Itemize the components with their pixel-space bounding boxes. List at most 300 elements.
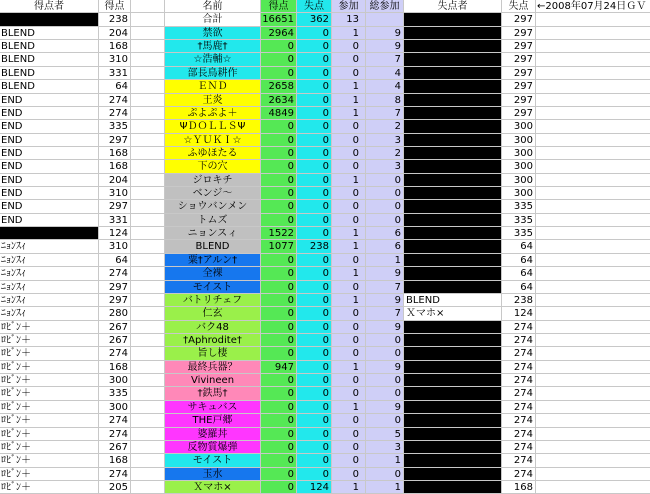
name-cell[interactable]: ニョンスィ	[165, 227, 261, 240]
total-join-cell[interactable]: 0	[366, 187, 404, 200]
loser-cell[interactable]: Ｘマホ×	[404, 307, 502, 320]
blank-cell[interactable]	[536, 441, 650, 454]
blank-cell[interactable]	[131, 441, 165, 454]
total-join-cell[interactable]: 9	[366, 321, 404, 334]
loser-cell[interactable]	[404, 160, 502, 173]
loser-cell[interactable]	[404, 107, 502, 120]
total-join-cell[interactable]: 6	[366, 240, 404, 253]
join-cell[interactable]: 1	[332, 240, 366, 253]
loser-cell[interactable]	[404, 441, 502, 454]
lost-cell[interactable]: 274	[502, 401, 536, 414]
gain-cell[interactable]: 0	[261, 321, 297, 334]
total-join-cell[interactable]: 7	[366, 107, 404, 120]
total-join-cell[interactable]: 4	[366, 67, 404, 80]
join-cell[interactable]: 1	[332, 80, 366, 93]
gain-cell[interactable]: 0	[261, 53, 297, 66]
lost-cell[interactable]: 335	[502, 214, 536, 227]
score-cell[interactable]: 168	[99, 147, 131, 160]
blank-cell[interactable]	[131, 147, 165, 160]
gain-cell[interactable]: 0	[261, 200, 297, 213]
loss-cell[interactable]: 0	[297, 414, 332, 427]
gain-cell[interactable]: 0	[261, 454, 297, 467]
scorer-cell[interactable]: END	[0, 174, 99, 187]
lost-cell[interactable]: 300	[502, 147, 536, 160]
gain-cell[interactable]: 0	[261, 307, 297, 320]
name-cell[interactable]: 反物質爆弾	[165, 441, 261, 454]
blank-cell[interactable]	[536, 67, 650, 80]
lost-cell[interactable]: 274	[502, 321, 536, 334]
lost-cell[interactable]: 300	[502, 174, 536, 187]
blank-cell[interactable]	[131, 227, 165, 240]
gain-cell[interactable]: 0	[261, 387, 297, 400]
gain-cell[interactable]: 0	[261, 67, 297, 80]
blank-cell[interactable]	[536, 53, 650, 66]
total-join-cell[interactable]: 7	[366, 53, 404, 66]
loss-cell[interactable]: 0	[297, 428, 332, 441]
loss-cell[interactable]: 0	[297, 27, 332, 40]
loser-cell[interactable]	[404, 53, 502, 66]
loser-cell[interactable]	[404, 468, 502, 481]
header-empty[interactable]	[131, 0, 165, 13]
lost-cell[interactable]: 274	[502, 374, 536, 387]
blank-cell[interactable]	[536, 120, 650, 133]
gain-cell[interactable]: 947	[261, 361, 297, 374]
scorer-cell[interactable]: END	[0, 214, 99, 227]
score-cell[interactable]: 274	[99, 107, 131, 120]
lost-cell[interactable]: 64	[502, 281, 536, 294]
total-join-cell[interactable]: 2	[366, 147, 404, 160]
total-join-cell[interactable]: 3	[366, 160, 404, 173]
score-cell[interactable]: 168	[99, 361, 131, 374]
lost-cell[interactable]: 297	[502, 107, 536, 120]
blank-cell[interactable]	[131, 374, 165, 387]
blank-cell[interactable]	[536, 40, 650, 53]
loss-cell[interactable]: 0	[297, 200, 332, 213]
join-cell[interactable]: 0	[332, 454, 366, 467]
blank-cell[interactable]	[536, 281, 650, 294]
loss-cell[interactable]: 0	[297, 294, 332, 307]
gain-cell[interactable]: 0	[261, 294, 297, 307]
total-join-cell[interactable]: 7	[366, 307, 404, 320]
loser-cell[interactable]	[404, 401, 502, 414]
blank-cell[interactable]	[131, 187, 165, 200]
lost-cell[interactable]: 238	[502, 294, 536, 307]
score-cell[interactable]: 310	[99, 53, 131, 66]
gain-cell[interactable]: 0	[261, 147, 297, 160]
blank-cell[interactable]	[131, 361, 165, 374]
lost-cell[interactable]: 168	[502, 481, 536, 494]
join-cell[interactable]: 0	[332, 307, 366, 320]
lost-cell[interactable]: 335	[502, 227, 536, 240]
loss-cell[interactable]: 0	[297, 267, 332, 280]
gain-cell[interactable]: 0	[261, 40, 297, 53]
header-score[interactable]: 得点	[99, 0, 131, 13]
lost-cell[interactable]: 297	[502, 94, 536, 107]
gain-cell[interactable]: 0	[261, 281, 297, 294]
loss-cell[interactable]: 0	[297, 107, 332, 120]
lost-cell[interactable]: 64	[502, 254, 536, 267]
gain-cell[interactable]: 0	[261, 347, 297, 360]
join-cell[interactable]: 1	[332, 294, 366, 307]
score-cell[interactable]: 274	[99, 267, 131, 280]
gain-cell[interactable]: 0	[261, 174, 297, 187]
gain-cell[interactable]: 0	[261, 160, 297, 173]
loser-cell[interactable]	[404, 334, 502, 347]
blank-cell[interactable]	[536, 374, 650, 387]
gain-cell[interactable]: 2964	[261, 27, 297, 40]
name-cell[interactable]: 王炎	[165, 94, 261, 107]
score-cell[interactable]: 168	[99, 40, 131, 53]
loss-cell[interactable]: 0	[297, 401, 332, 414]
header-loser[interactable]: 失点者	[404, 0, 502, 13]
join-cell[interactable]: 1	[332, 481, 366, 494]
lost-cell[interactable]: 64	[502, 267, 536, 280]
name-cell[interactable]: トムズ	[165, 214, 261, 227]
blank-cell[interactable]	[536, 214, 650, 227]
blank-cell[interactable]	[131, 468, 165, 481]
score-cell[interactable]: 331	[99, 214, 131, 227]
gain-cell[interactable]: 0	[261, 374, 297, 387]
score-cell[interactable]: 274	[99, 347, 131, 360]
scorer-cell[interactable]: ﾛﾋﾞﾝ＋	[0, 481, 99, 494]
score-cell[interactable]: 124	[99, 227, 131, 240]
loser-cell[interactable]	[404, 361, 502, 374]
scorer-cell[interactable]: BLEND	[0, 80, 99, 93]
loss-cell[interactable]: 0	[297, 40, 332, 53]
loss-cell[interactable]: 0	[297, 53, 332, 66]
loss-cell[interactable]: 0	[297, 361, 332, 374]
total-join-cell[interactable]: 9	[366, 40, 404, 53]
name-cell[interactable]: BLEND	[165, 240, 261, 253]
blank-cell[interactable]	[536, 187, 650, 200]
scorer-cell[interactable]: ﾛﾋﾞﾝ＋	[0, 454, 99, 467]
join-cell[interactable]: 0	[332, 441, 366, 454]
lost-cell[interactable]: 300	[502, 120, 536, 133]
loss-cell[interactable]: 0	[297, 307, 332, 320]
loss-cell[interactable]: 0	[297, 134, 332, 147]
blank-cell[interactable]	[131, 13, 165, 26]
blank-cell[interactable]	[536, 174, 650, 187]
join-cell[interactable]: 0	[332, 281, 366, 294]
score-cell[interactable]: 64	[99, 80, 131, 93]
loss-cell[interactable]: 124	[297, 481, 332, 494]
scorer-cell[interactable]: END	[0, 134, 99, 147]
blank-cell[interactable]	[536, 294, 650, 307]
blank-cell[interactable]	[131, 94, 165, 107]
blank-cell[interactable]	[131, 334, 165, 347]
loser-cell[interactable]	[404, 80, 502, 93]
blank-cell[interactable]	[131, 80, 165, 93]
lost-cell[interactable]: 300	[502, 187, 536, 200]
total-join-cell[interactable]: 7	[366, 281, 404, 294]
score-cell[interactable]: 204	[99, 174, 131, 187]
name-cell[interactable]: Vivineen	[165, 374, 261, 387]
join-cell[interactable]: 0	[332, 347, 366, 360]
name-cell[interactable]: THE戸郷	[165, 414, 261, 427]
blank-cell[interactable]	[131, 27, 165, 40]
total-join-cell[interactable]: 0	[366, 214, 404, 227]
scorer-cell[interactable]: BLEND	[0, 40, 99, 53]
blank-cell[interactable]	[536, 307, 650, 320]
gain-cell[interactable]: 0	[261, 401, 297, 414]
loser-cell[interactable]	[404, 254, 502, 267]
score-cell[interactable]: 297	[99, 200, 131, 213]
name-cell[interactable]: †鉄馬†	[165, 387, 261, 400]
scorer-cell[interactable]: ﾛﾋﾞﾝ＋	[0, 321, 99, 334]
blank-cell[interactable]	[131, 107, 165, 120]
lost-cell[interactable]: 274	[502, 387, 536, 400]
name-cell[interactable]: モイスト	[165, 454, 261, 467]
blank-cell[interactable]	[536, 321, 650, 334]
blank-cell[interactable]	[536, 107, 650, 120]
total-join-cell[interactable]: 1	[366, 454, 404, 467]
blank-cell[interactable]	[131, 240, 165, 253]
total-join-cell[interactable]: 5	[366, 428, 404, 441]
scorer-cell[interactable]: END	[0, 94, 99, 107]
loser-cell[interactable]	[404, 134, 502, 147]
loser-cell[interactable]	[404, 267, 502, 280]
blank-cell[interactable]	[131, 454, 165, 467]
blank-cell[interactable]	[131, 387, 165, 400]
score-cell[interactable]: 310	[99, 240, 131, 253]
total-join-cell[interactable]: 2	[366, 120, 404, 133]
blank-cell[interactable]	[131, 40, 165, 53]
blank-cell[interactable]	[536, 454, 650, 467]
loser-cell[interactable]	[404, 13, 502, 26]
scorer-cell[interactable]: ﾆｮﾝｽｨ	[0, 240, 99, 253]
name-cell[interactable]: 禁欲	[165, 27, 261, 40]
total-join-cell[interactable]: 6	[366, 227, 404, 240]
blank-cell[interactable]	[536, 401, 650, 414]
join-cell[interactable]: 0	[332, 428, 366, 441]
loss-cell[interactable]: 0	[297, 454, 332, 467]
join-cell[interactable]: 0	[332, 187, 366, 200]
score-cell[interactable]: 331	[99, 67, 131, 80]
name-cell[interactable]: 最終兵器？	[165, 361, 261, 374]
loss-cell[interactable]: 0	[297, 94, 332, 107]
total-join-cell[interactable]: 0	[366, 347, 404, 360]
header-name[interactable]: 名前	[165, 0, 261, 13]
gain-cell[interactable]: 0	[261, 428, 297, 441]
loser-cell[interactable]	[404, 414, 502, 427]
total-join-cell[interactable]: 9	[366, 27, 404, 40]
blank-cell[interactable]	[536, 468, 650, 481]
name-cell[interactable]: ベンジ～	[165, 187, 261, 200]
scorer-cell[interactable]: BLEND	[0, 67, 99, 80]
name-cell[interactable]: 旨し棲	[165, 347, 261, 360]
join-cell[interactable]: 0	[332, 468, 366, 481]
total-join-cell[interactable]: 0	[366, 387, 404, 400]
total-join-cell[interactable]	[366, 13, 404, 26]
lost-cell[interactable]: 274	[502, 347, 536, 360]
loser-cell[interactable]	[404, 281, 502, 294]
loss-cell[interactable]: 0	[297, 334, 332, 347]
blank-cell[interactable]	[131, 428, 165, 441]
blank-cell[interactable]	[131, 200, 165, 213]
total-join-cell[interactable]: 3	[366, 134, 404, 147]
name-cell[interactable]: †Aphrodite†	[165, 334, 261, 347]
header-scorer[interactable]: 得点者	[0, 0, 99, 13]
join-cell[interactable]: 0	[332, 67, 366, 80]
gain-cell[interactable]: 0	[261, 134, 297, 147]
loss-cell[interactable]: 0	[297, 187, 332, 200]
join-cell[interactable]: 1	[332, 107, 366, 120]
lost-cell[interactable]: 300	[502, 134, 536, 147]
blank-cell[interactable]	[536, 428, 650, 441]
loser-cell[interactable]	[404, 347, 502, 360]
loss-cell[interactable]: 362	[297, 13, 332, 26]
score-cell[interactable]: 310	[99, 187, 131, 200]
loss-cell[interactable]: 0	[297, 174, 332, 187]
name-cell[interactable]: バク48	[165, 321, 261, 334]
blank-cell[interactable]	[536, 13, 650, 26]
score-cell[interactable]: 297	[99, 294, 131, 307]
blank-cell[interactable]	[536, 387, 650, 400]
loser-cell[interactable]	[404, 120, 502, 133]
join-cell[interactable]: 0	[332, 414, 366, 427]
scorer-cell[interactable]: ﾛﾋﾞﾝ＋	[0, 361, 99, 374]
join-cell[interactable]: 1	[332, 27, 366, 40]
loser-cell[interactable]	[404, 240, 502, 253]
name-cell[interactable]: 玉水	[165, 468, 261, 481]
score-cell[interactable]: 274	[99, 94, 131, 107]
lost-cell[interactable]: 274	[502, 361, 536, 374]
blank-cell[interactable]	[131, 214, 165, 227]
blank-cell[interactable]	[536, 80, 650, 93]
blank-cell[interactable]	[131, 401, 165, 414]
join-cell[interactable]: 0	[332, 214, 366, 227]
loss-cell[interactable]: 0	[297, 227, 332, 240]
scorer-cell[interactable]: ﾆｮﾝｽｨ	[0, 307, 99, 320]
blank-cell[interactable]	[536, 160, 650, 173]
join-cell[interactable]: 0	[332, 134, 366, 147]
total-join-cell[interactable]: 0	[366, 334, 404, 347]
name-cell[interactable]: ショウバンメン	[165, 200, 261, 213]
blank-cell[interactable]	[536, 414, 650, 427]
name-cell[interactable]: 婆羅丼	[165, 428, 261, 441]
total-join-cell[interactable]: 1	[366, 254, 404, 267]
total-join-cell[interactable]: 0	[366, 374, 404, 387]
total-join-cell[interactable]: 9	[366, 401, 404, 414]
scorer-cell[interactable]: ﾛﾋﾞﾝ＋	[0, 428, 99, 441]
join-cell[interactable]: 0	[332, 387, 366, 400]
lost-cell[interactable]: 297	[502, 13, 536, 26]
score-cell[interactable]: 335	[99, 387, 131, 400]
blank-cell[interactable]	[536, 147, 650, 160]
header-loss[interactable]: 失点	[297, 0, 332, 13]
loser-cell[interactable]	[404, 374, 502, 387]
total-join-cell[interactable]: 9	[366, 361, 404, 374]
gain-cell[interactable]: 2658	[261, 80, 297, 93]
name-cell[interactable]: ぷよぷよ＋	[165, 107, 261, 120]
loser-cell[interactable]	[404, 40, 502, 53]
gain-cell[interactable]: 0	[261, 120, 297, 133]
blank-cell[interactable]	[536, 200, 650, 213]
loss-cell[interactable]: 0	[297, 254, 332, 267]
total-join-cell[interactable]: 0	[366, 200, 404, 213]
scorer-cell[interactable]: ﾛﾋﾞﾝ＋	[0, 401, 99, 414]
blank-cell[interactable]	[131, 134, 165, 147]
name-cell[interactable]: バトリチェフ	[165, 294, 261, 307]
scorer-cell[interactable]: ﾛﾋﾞﾝ＋	[0, 374, 99, 387]
scorer-cell[interactable]: ﾆｮﾝｽｨ	[0, 254, 99, 267]
scorer-cell[interactable]: END	[0, 147, 99, 160]
gain-cell[interactable]: 1077	[261, 240, 297, 253]
loss-cell[interactable]: 0	[297, 387, 332, 400]
loser-cell[interactable]	[404, 214, 502, 227]
join-cell[interactable]: 1	[332, 267, 366, 280]
join-cell[interactable]: 1	[332, 174, 366, 187]
loser-cell[interactable]	[404, 454, 502, 467]
name-cell[interactable]: サキュバス	[165, 401, 261, 414]
scorer-cell[interactable]: ﾛﾋﾞﾝ＋	[0, 387, 99, 400]
join-cell[interactable]: 0	[332, 53, 366, 66]
total-join-cell[interactable]: 9	[366, 294, 404, 307]
loser-cell[interactable]	[404, 321, 502, 334]
blank-cell[interactable]	[131, 174, 165, 187]
scorer-cell[interactable]: ﾛﾋﾞﾝ＋	[0, 414, 99, 427]
blank-cell[interactable]	[536, 267, 650, 280]
lost-cell[interactable]: 297	[502, 80, 536, 93]
loss-cell[interactable]: 0	[297, 281, 332, 294]
blank-cell[interactable]	[131, 120, 165, 133]
lost-cell[interactable]: 124	[502, 307, 536, 320]
blank-cell[interactable]	[131, 267, 165, 280]
header-total-join[interactable]: 総参加	[366, 0, 404, 13]
score-cell[interactable]: 267	[99, 334, 131, 347]
lost-cell[interactable]: 274	[502, 468, 536, 481]
header-gain[interactable]: 得点	[261, 0, 297, 13]
total-join-cell[interactable]: 9	[366, 267, 404, 280]
scorer-cell[interactable]	[0, 13, 99, 26]
loss-cell[interactable]: 0	[297, 441, 332, 454]
join-cell[interactable]: 1	[332, 361, 366, 374]
gain-cell[interactable]: 0	[261, 214, 297, 227]
join-cell[interactable]: 0	[332, 254, 366, 267]
loser-cell[interactable]: BLEND	[404, 294, 502, 307]
score-cell[interactable]: 297	[99, 134, 131, 147]
name-cell[interactable]: 部長鳥耕作	[165, 67, 261, 80]
blank-cell[interactable]	[131, 321, 165, 334]
lost-cell[interactable]: 297	[502, 27, 536, 40]
lost-cell[interactable]: 297	[502, 53, 536, 66]
name-cell[interactable]: 仁玄	[165, 307, 261, 320]
total-join-cell[interactable]: 8	[366, 94, 404, 107]
name-cell[interactable]: 粟†アルン†	[165, 254, 261, 267]
blank-cell[interactable]	[536, 361, 650, 374]
scorer-cell[interactable]: ﾛﾋﾞﾝ＋	[0, 334, 99, 347]
score-cell[interactable]: 300	[99, 401, 131, 414]
gain-cell[interactable]: 0	[261, 414, 297, 427]
score-cell[interactable]: 238	[99, 13, 131, 26]
loss-cell[interactable]: 0	[297, 374, 332, 387]
score-cell[interactable]: 168	[99, 160, 131, 173]
total-join-cell[interactable]: 0	[366, 468, 404, 481]
join-cell[interactable]: 13	[332, 13, 366, 26]
loss-cell[interactable]: 0	[297, 147, 332, 160]
name-cell[interactable]: ジロキチ	[165, 174, 261, 187]
name-cell[interactable]: ＥＮＤ	[165, 80, 261, 93]
lost-cell[interactable]: 300	[502, 160, 536, 173]
join-cell[interactable]: 0	[332, 160, 366, 173]
total-join-cell[interactable]: 4	[366, 80, 404, 93]
loser-cell[interactable]	[404, 174, 502, 187]
name-cell[interactable]: †馬鹿†	[165, 40, 261, 53]
scorer-cell[interactable]: ﾛﾋﾞﾝ＋	[0, 347, 99, 360]
gain-cell[interactable]: 0	[261, 267, 297, 280]
scorer-cell[interactable]: END	[0, 187, 99, 200]
blank-cell[interactable]	[131, 307, 165, 320]
